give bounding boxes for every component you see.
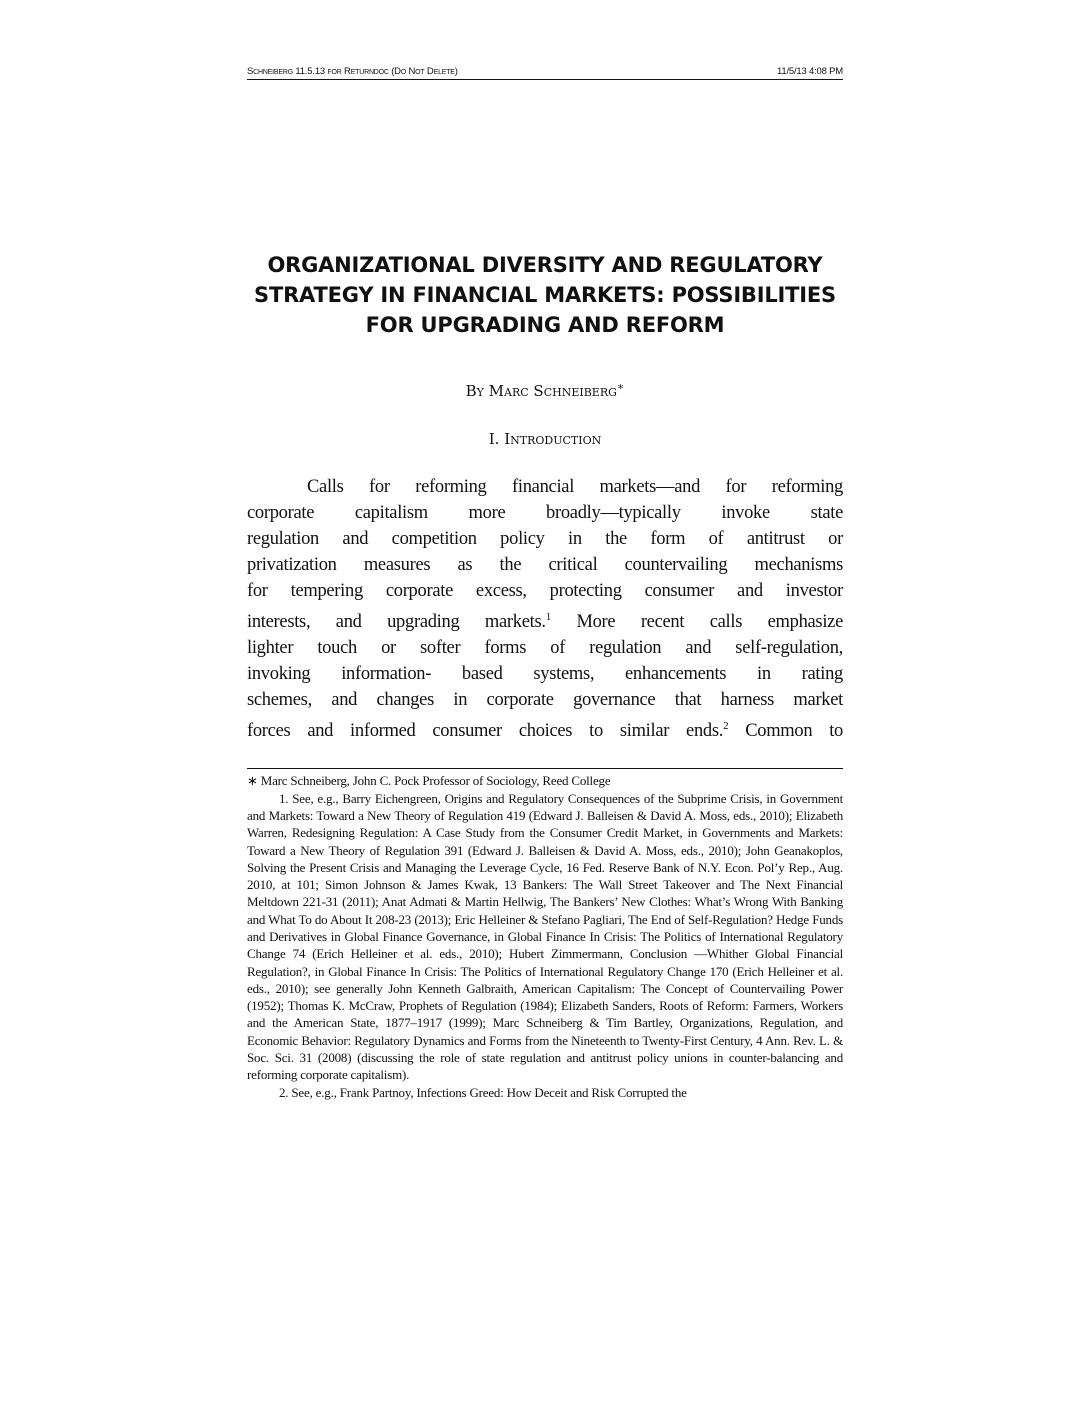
body-line: invoking information- based systems, enhancements in rating bbox=[247, 664, 843, 685]
body-line-tail: More recent calls emphasize bbox=[576, 612, 843, 633]
footnote-author: ∗ Marc Schneiberg, John C. Pock Professor of Sociology, Reed College bbox=[247, 773, 611, 789]
footnote-ref-1: 1 bbox=[545, 611, 551, 623]
footnote-divider bbox=[247, 768, 843, 769]
body-line-tail: Common to bbox=[745, 721, 844, 742]
body-line bbox=[247, 713, 843, 744]
body-line: regulation and competition policy in the form of antitrust or bbox=[247, 529, 843, 549]
author-byline bbox=[247, 380, 843, 400]
body-line: schemes, and changes in corporate governance that harness market bbox=[247, 690, 843, 711]
page bbox=[247, 66, 843, 1101]
body-line: privatization measures as the critical countervailing mechanisms bbox=[247, 555, 843, 575]
footnote-1: 1. See, e.g., Barry Eichengreen, Origins and Regulatory Consequences of the Subprime Crisis, in Government and Markets: Toward a New Theory of Regulation 419 (Edward J. Balleisen & David A. Moss, eds., 2010); Elizabeth Warren, Redesigning Regulation: A Case Study from the Consumer Credit Market, in Governments and Markets: Toward a New Theory of Regulation 391 (Edward J. Balleisen & David A. Moss, eds., 2010); John Geanakoplos, Solving the Present Crisis and Managing the Leverage Cycle, 16 Fed. Reserve Bank of N.Y. Econ. Pol’y Rep., Aug. 2010, at 101; Simon Johnson & James Kwak, 13 Bankers: The Wall Street Takeover and The Next Financial Meltdown 221-31 (2011); Anat Admati & Martin Hellwig, The Bankers’ New Clothes: What’s Wrong With Banking and What To do About It 208-23 (2013); Eric Helleiner & Stefano Pagliari, The End of Self-Regulation? Hedge Funds and Derivatives in Global Finance Governance, in Global Finance In Crisis: The Politics of International Regulatory Change 74 (Erich Helleiner et al. eds., 2010); Hubert Zimmermann, Conclusion —Whither Global Financial Regulation?, in Global Finance In Crisis: The Politics of International Regulatory Change 170 (Erich Helleiner et al. eds., 2010); see generally John Kenneth Galbraith, American Capitalism: The Concept of Countervailing Power (1952); Thomas K. McCraw, Prophets of Regulation (1984); Elizabeth Sanders, Roots of Reform: Farmers, Workers and the American State, 1877–1917 (1999); Marc Schneiberg & Tim Bartley, Organizations, Regulation, and Economic Behavior: Regulatory Dynamics and Forms from the Nineteenth to Twenty-First Century, 4 Ann. Rev. L. & Soc. Sci. 31 (2008) (discussing the role of state regulation and antitrust policy unions in counter-balancing and reforming corporate capitalism). bbox=[247, 790, 843, 1083]
footnote-2: 2. See, e.g., Frank Partnoy, Infections Greed: How Deceit and Risk Corrupted the bbox=[279, 1084, 687, 1100]
running-header-left: Schneiberg 11.5.13 for Returndoc (Do Not Delete) bbox=[247, 66, 458, 77]
article-title bbox=[247, 250, 843, 340]
body-line: Calls for reforming financial markets—and for reforming bbox=[307, 477, 843, 497]
title-line: STRATEGY IN FINANCIAL MARKETS: POSSIBILITIES bbox=[254, 283, 836, 307]
byline-footnote-mark: ∗ bbox=[616, 380, 625, 393]
body-line: for tempering corporate excess, protecting consumer and investor bbox=[247, 581, 843, 601]
body-line-text: interests, and upgrading markets. bbox=[247, 612, 546, 633]
body-line: corporate capitalism more broadly—typically invoke state bbox=[247, 503, 843, 523]
body-line bbox=[247, 604, 843, 635]
title-line: ORGANIZATIONAL DIVERSITY AND REGULATORY bbox=[267, 253, 823, 277]
byline-text: By Marc Schneiberg bbox=[465, 382, 617, 400]
footnote-ref-2: 2 bbox=[723, 720, 729, 733]
body-paragraph bbox=[247, 474, 843, 744]
section-heading: I. Introduction bbox=[488, 430, 602, 448]
running-header-right: 11/5/13 4:08 PM bbox=[776, 66, 843, 77]
running-header bbox=[247, 66, 843, 80]
footnotes bbox=[247, 772, 843, 1101]
body-line: lighter touch or softer forms of regulation and self-regulation, bbox=[247, 638, 843, 659]
title-line: FOR UPGRADING AND REFORM bbox=[365, 313, 725, 337]
body-line-text: forces and informed consumer choices to similar ends. bbox=[247, 721, 724, 742]
